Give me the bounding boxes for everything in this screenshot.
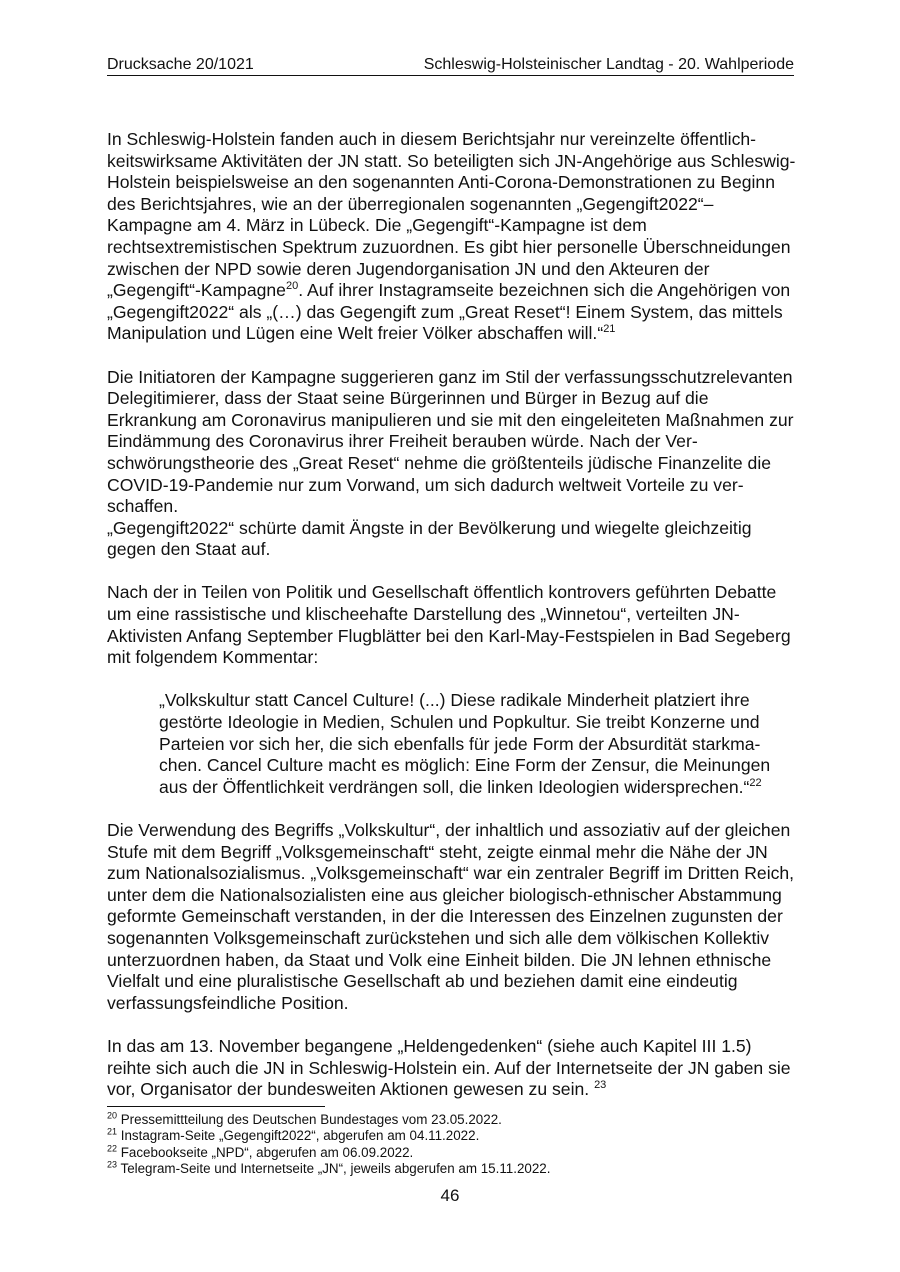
footnotes [107,1112,797,1178]
footnote-separator [107,1106,325,1107]
page-header [107,55,794,75]
footnote-ref-23: 23 [594,1079,607,1092]
footnote-item: $^{21}$ Instagram-Seite „Gegengift2022“, abgerufen am 04.11.2022. [107,1126,480,1144]
document-number: Drucksache 20/1021 [107,56,254,73]
paragraph-1: In Schleswig-Holstein fanden auch in diesem Berichtsjahr nur vereinzelte öffentlichkeitswirksame Aktivitäten der JN statt. So beteiligten sich JN-Angehörige aus Schleswig-Holstein beispielsweise an den sogenannten Anti-Corona-Demonstrationen zu Beginn des Berichtsjahres, wie an der überregionalen sogenannten „Gegengift2022“–Kampagne am 4. März in Lübeck. Die „Gegengift“-Kampagne ist dem rechtsextremistischen Spektrum zuzuordnen. Es gibt hier personelle Überschneidungen zwischen der NPD sowie deren Jugendorganisation JN und den Akteuren der „Gegengift“-Kampagne$^{20}$. Auf ihrer Instagramseite bezeichnen sich die Angehörigen von „Gegengift2022“ als „(…) das Gegengift zum „Great Reset“! Einem System, das mittels Manipulation und Lügen eine Welt freier Völker abschaffen will.“$^{21}$ [107,129,796,344]
body-text [107,129,797,1122]
page-number: 46 [440,1186,460,1205]
paragraph-4: Nach der in Teilen von Politik und Gesellschaft öffentlich kontrovers geführten Debatte um eine rassistische und klischeehafte Darstellung des „Winnetou“, verteilten JN-Aktivisten Anfang September Flugblätter bei den Karl-May-Festspielen in Bad Segeberg mit folgendem Kommentar: [107,582,791,668]
parliament-title: Schleswig-Holsteinischer Landtag - 20. Wahlperiode [423,56,794,73]
footnote-item: $^{22}$ Facebookseite „NPD“, abgerufen am 06.09.2022. [107,1143,414,1160]
footnote-ref-21: 21 [603,323,616,336]
footnote-item: $^{23}$ Telegram-Seite und Internetseite „JN“, jeweils abgerufen am 15.11.2022. [107,1159,551,1177]
footnote-item: $^{20}$ Pressemittteilung des Deutschen Bundestages vom 23.05.2022. [107,1110,502,1127]
header-rule [107,75,794,76]
block-quote: „Volkskultur statt Cancel Culture! (...) Diese radikale Minderheit platziert ihre gestörte Ideologie in Medien, Schulen und Popkultur. Sie treibt Konzerne und Parteien vor sich her, die sich ebenfalls für jede Form der Absurdität starkmachen. Cancel Culture macht es möglich: Eine Form der Zensur, die Meinungen aus der Öffentlichkeit verdrängen soll, die linken Ideologien widersprechen.“$^{22}$ [159,690,771,797]
paragraph-6: In das am 13. November begangene „Heldengedenken“ (siehe auch Kapitel III 1.5) reihte sich auch die JN in Schleswig-Holstein ein. Auf der Internetseite der JN gaben sie vor, Organisator der bundesweiten Aktionen gewesen zu sein. $^{23}$ [107,1035,791,1100]
paragraph-5: Die Verwendung des Begriffs „Volkskultur“, der inhaltlich und assoziativ auf der gleichen Stufe mit dem Begriff „Volksgemeinschaft“ steht, zeigte einmal mehr die Nähe der JN zum Nationalsozialismus. „Volksgemeinschaft“ war ein zentraler Begriff im Dritten Reich, unter dem die Nationalsozialisten eine aus gleicher biologisch-ethnischer Abstammung geformte Gemeinschaft verstanden, in der die Interessen des Einzelnen zugunsten der sogenannten Volksgemeinschaft zurückstehen und sich alle dem völkischen Kollektiv unterzuordnen haben, da Staat und Volk eine Einheit bilden. Die JN lehnen ethnische Vielfalt und eine pluralistische Gesellschaft ab und beziehen damit eine eindeutig verfassungsfeindliche Position. [107,820,795,1013]
paragraph-3: „Gegengift2022“ schürte damit Ängste in der Bevölkerung und wiegelte gleichzeitig gegen den Staat auf. [107,517,752,560]
paragraph-2: Die Initiatoren der Kampagne suggerieren ganz im Stil der verfassungsschutzrelevanten Delegitimierer, dass der Staat seine Bürgerinnen und Bürger in Bezug auf die Erkrankung am Coronavirus manipulieren und sie mit den eingeleiteten Maßnahmen zur Eindämmung des Coronavirus ihrer Freiheit berauben würde. Nach der Verschwörungstheorie des „Great Reset“ nehme die größtenteils jüdische Finanzelite die COVID-19-Pandemie nur zum Vorwand, um sich dadurch weltweit Vorteile zu verschaffen. [107,366,794,517]
footnote-ref-22: 22 [749,776,762,789]
footnote-ref-20: 20 [285,280,299,293]
